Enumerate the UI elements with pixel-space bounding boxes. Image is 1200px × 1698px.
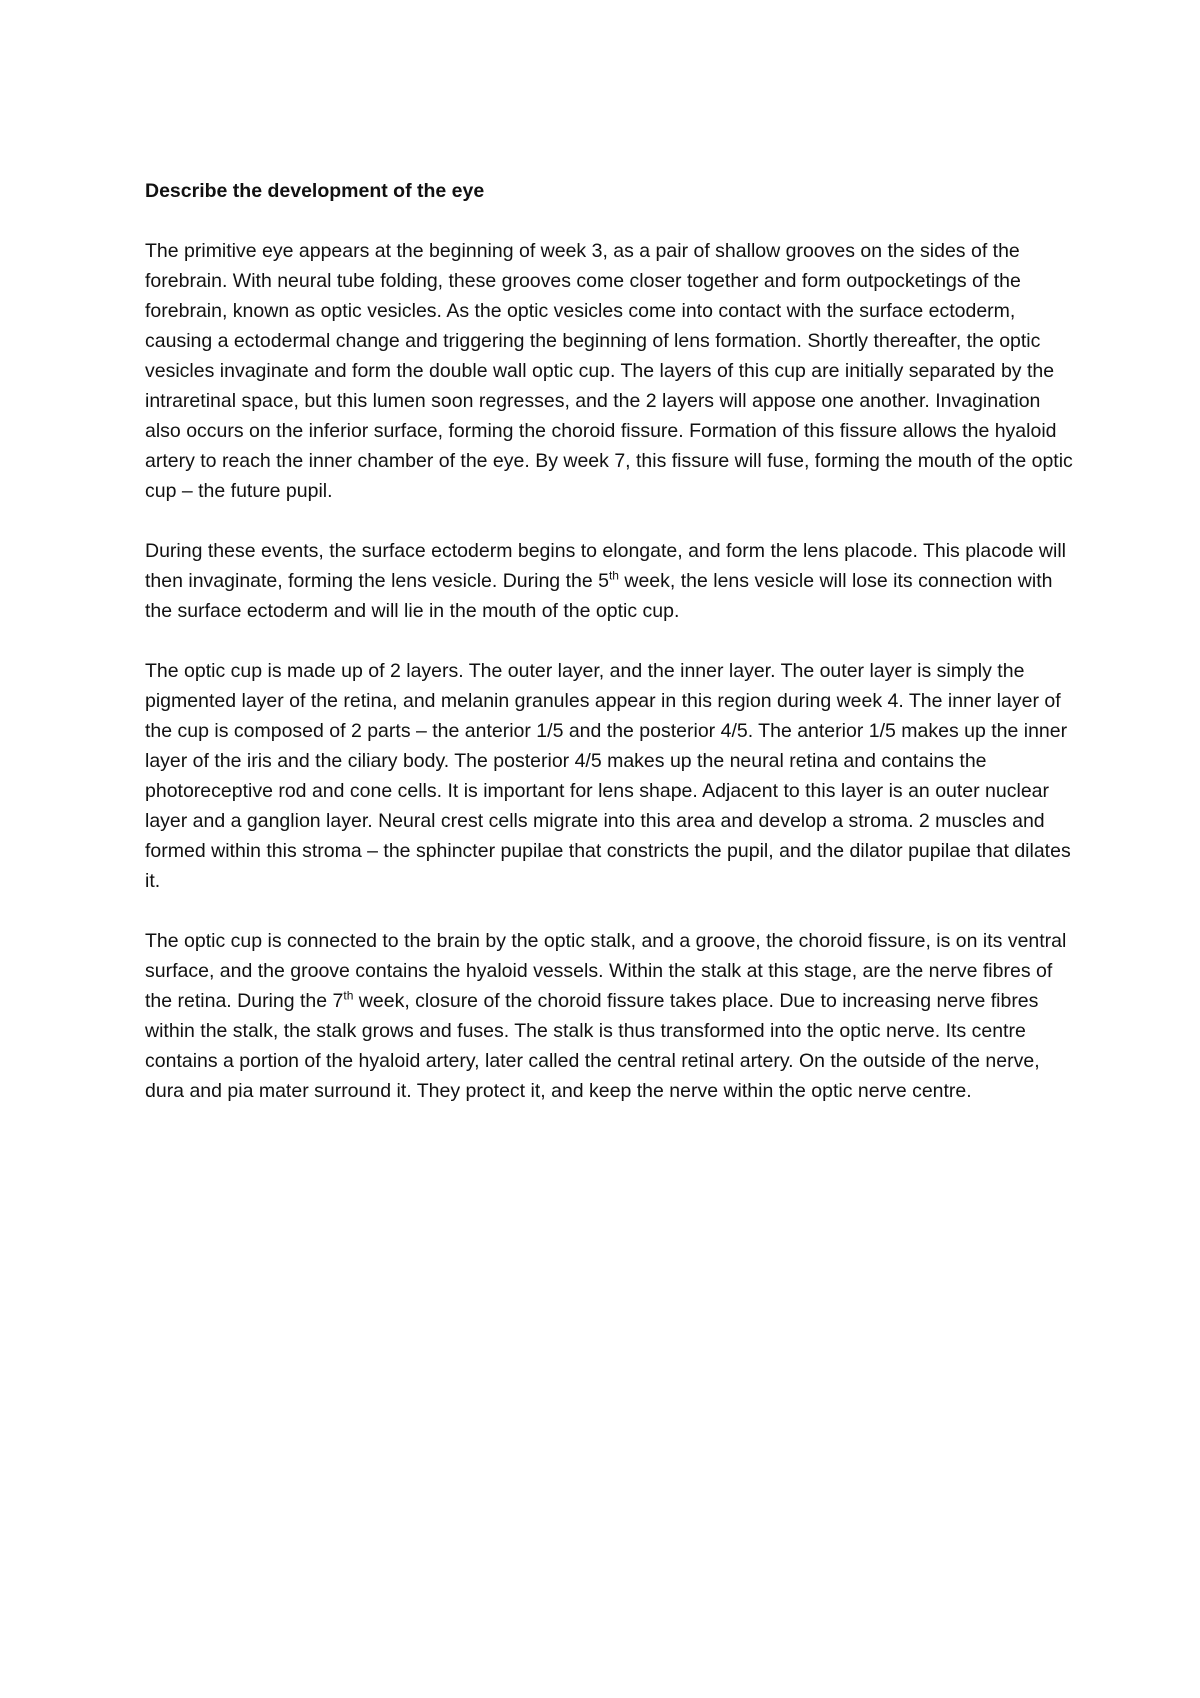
- paragraph-2: [145, 536, 1075, 626]
- paragraph-text: week, closure of the choroid fissure takes place. Due to increasing nerve fibres within the stalk, the stalk grows and fuses. The stalk is thus transformed into the optic nerve. Its centre contains a portion of the hyaloid artery, later called the central retinal artery. On the outside of the nerve, dura and pia mater surround it. They protect it, and keep the nerve within the optic nerve centre.: [145, 990, 1040, 1102]
- paragraph-4: [145, 926, 1075, 1106]
- document-title: Describe the development of the eye: [145, 180, 485, 202]
- superscript: th: [608, 568, 619, 583]
- paragraph-text: The optic cup is connected to the brain by the optic stalk, and a groove, the choroid fissure, is on its ventral surface, and the groove contains the hyaloid vessels. Within the stalk at this stage, are the nerve fibres of the retina. During the 7: [145, 930, 1067, 1012]
- paragraph-text: The primitive eye appears at the beginning of week 3, as a pair of shallow grooves on the sides of the forebrain. With neural tube folding, these grooves come closer together and form outpocketings of the forebrain, known as optic vesicles. As the optic vesicles come into contact with the surface ectoderm, causing a ectodermal change and triggering the beginning of lens formation. Shortly thereafter, the optic vesicles invaginate and form the double wall optic cup. The layers of this cup are initially separated by the intraretinal space, but this lumen soon regresses, and the 2 layers will appose one another. Invagination also occurs on the inferior surface, forming the choroid fissure. Formation of this fissure allows the hyaloid artery to reach the inner chamber of the eye. By week 7, this fissure will fuse, forming the mouth of the optic cup – the future pupil.: [145, 240, 1073, 502]
- paragraph-3: [145, 656, 1075, 896]
- document-body: [145, 176, 1075, 1136]
- paragraph-1: [145, 236, 1075, 506]
- paragraph-text: During these events, the surface ectoderm begins to elongate, and form the lens placode. This placode will then invaginate, forming the lens vesicle. During the 5: [145, 540, 1067, 592]
- paragraph-text: week, the lens vesicle will lose its connection with the surface ectoderm and will lie in the mouth of the optic cup.: [145, 570, 1053, 622]
- paragraph-text: The optic cup is made up of 2 layers. The outer layer, and the inner layer. The outer layer is simply the pigmented layer of the retina, and melanin granules appear in this region during week 4. The inner layer of the cup is composed of 2 parts – the anterior 1/5 and the posterior 4/5. The anterior 1/5 makes up the inner layer of the iris and the ciliary body. The posterior 4/5 makes up the neural retina and contains the photoreceptive rod and cone cells. It is important for lens shape. Adjacent to this layer is an outer nuclear layer and a ganglion layer. Neural crest cells migrate into this area and develop a stroma. 2 muscles and formed within this stroma – the sphincter pupilae that constricts the pupil, and the dilator pupilae that dilates it.: [145, 660, 1071, 892]
- superscript: th: [343, 988, 354, 1003]
